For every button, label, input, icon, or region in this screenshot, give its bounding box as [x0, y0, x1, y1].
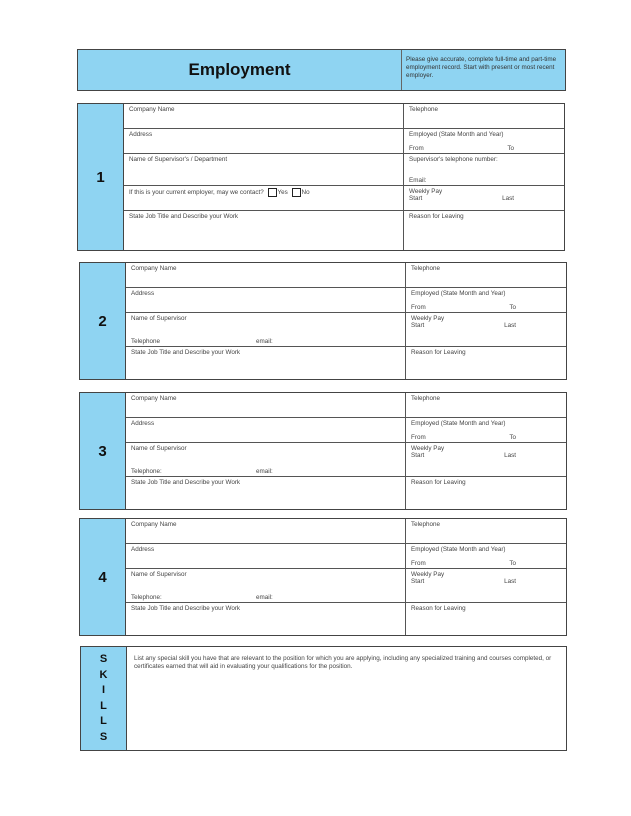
- skills-section: [80, 646, 567, 751]
- telephone-field[interactable]: [406, 393, 566, 418]
- skills-instructions[interactable]: List any special skill you have that are relevant to the position for which you are applying, including any specialized training and courses completed, or certificates earned that will aid in evaluating your qualifications for the position.: [134, 655, 552, 670]
- field-label: Telephone: [411, 265, 441, 272]
- field-label: Name of Supervisor: [131, 445, 187, 452]
- last-label: Last: [502, 195, 514, 202]
- field-label: Address: [131, 546, 155, 553]
- reason-for-leaving-field[interactable]: [406, 477, 566, 509]
- field-label: Reason for Leaving: [411, 349, 466, 356]
- email-label: email:: [256, 594, 273, 601]
- skills-letter: S: [99, 653, 108, 665]
- field-label: Name of Supervisor: [131, 315, 187, 322]
- employed-dates-field[interactable]: [406, 544, 566, 569]
- yes-checkbox[interactable]: [268, 188, 277, 197]
- address-field[interactable]: [126, 418, 405, 443]
- reason-for-leaving-field[interactable]: [406, 347, 566, 379]
- no-label: No: [301, 189, 310, 197]
- field-label: Company Name: [131, 521, 177, 528]
- company-name-field[interactable]: [124, 104, 403, 129]
- start-label: Start: [409, 195, 423, 202]
- field-label: Reason for Leaving: [409, 213, 464, 220]
- field-label: Company Name: [131, 395, 177, 402]
- field-label: Reason for Leaving: [411, 479, 466, 486]
- supervisor-field[interactable]: [126, 569, 405, 603]
- employed-dates-field[interactable]: [406, 418, 566, 443]
- field-label: State Job Title and Describe your Work: [131, 349, 241, 356]
- yes-label: Yes: [277, 189, 288, 197]
- page-title: Employment: [78, 50, 402, 90]
- skills-letter: L: [100, 715, 107, 727]
- skills-letter: S: [99, 730, 108, 743]
- email-label: email:: [256, 468, 273, 475]
- field-label: State Job Title and Describe your Work: [131, 605, 241, 612]
- field-label: Company Name: [129, 106, 175, 113]
- weekly-pay-field[interactable]: [404, 186, 564, 211]
- from-label: From: [411, 304, 426, 311]
- telephone-label: Telephone: [131, 338, 161, 345]
- block-number: 4: [80, 519, 126, 635]
- field-label: Employed (State Month and Year): [411, 546, 506, 553]
- field-label: Weekly Pay: [411, 445, 445, 452]
- field-label: Weekly Pay: [411, 571, 445, 578]
- to-label: To: [507, 145, 514, 152]
- address-field[interactable]: [126, 288, 405, 313]
- job-title-field[interactable]: [124, 211, 403, 250]
- from-label: From: [411, 434, 426, 441]
- employer-block-2: [79, 262, 567, 380]
- address-field[interactable]: [124, 129, 403, 154]
- job-title-field[interactable]: [126, 347, 405, 379]
- telephone-label: Telephone:: [131, 594, 162, 601]
- company-name-field[interactable]: [126, 519, 405, 544]
- last-label: Last: [504, 452, 516, 459]
- field-label: Supervisor's telephone number:: [409, 156, 498, 163]
- no-checkbox[interactable]: [292, 188, 301, 197]
- supervisor-field[interactable]: [126, 443, 405, 477]
- field-label: Employed (State Month and Year): [411, 420, 506, 427]
- to-label: To: [509, 304, 516, 311]
- block-number: 3: [80, 393, 126, 509]
- contact-permission-row: [124, 186, 403, 211]
- from-label: From: [409, 145, 424, 152]
- employer-block-1: [77, 103, 565, 251]
- job-title-field[interactable]: [126, 603, 405, 635]
- job-title-field[interactable]: [126, 477, 405, 509]
- header-instructions: Please give accurate, complete full-time and part-time employment record. Start with present or most recent employer.: [406, 56, 557, 79]
- email-label: email:: [256, 338, 273, 345]
- field-label: Name of Supervisor: [131, 571, 187, 578]
- weekly-pay-field[interactable]: [406, 569, 566, 603]
- employed-dates-field[interactable]: [404, 129, 564, 154]
- block-number: 1: [78, 104, 124, 250]
- company-name-field[interactable]: [126, 263, 405, 288]
- skills-letter: L: [100, 699, 107, 712]
- field-label: Telephone: [411, 395, 441, 402]
- start-label: Start: [411, 322, 425, 329]
- telephone-label: Telephone:: [131, 468, 162, 475]
- supervisor-field[interactable]: [126, 313, 405, 347]
- field-label: Employed (State Month and Year): [411, 290, 506, 297]
- field-label: Address: [129, 131, 153, 138]
- field-label: Name of Supervisor's / Department: [129, 156, 228, 163]
- field-label: Reason for Leaving: [411, 605, 466, 612]
- last-label: Last: [504, 322, 516, 329]
- field-label: Weekly Pay: [409, 188, 443, 195]
- block-number: 2: [80, 263, 126, 379]
- telephone-field[interactable]: [404, 104, 564, 129]
- employment-header: [77, 49, 566, 91]
- to-label: To: [509, 434, 516, 441]
- field-label: Telephone: [411, 521, 441, 528]
- field-label: Weekly Pay: [411, 315, 445, 322]
- company-name-field[interactable]: [126, 393, 405, 418]
- email-label: Email:: [409, 177, 427, 184]
- employer-block-3: [79, 392, 567, 510]
- from-label: From: [411, 560, 426, 567]
- field-label: Employed (State Month and Year): [409, 131, 504, 138]
- telephone-field[interactable]: [406, 263, 566, 288]
- address-field[interactable]: [126, 544, 405, 569]
- skills-letter: K: [99, 668, 108, 681]
- start-label: Start: [411, 578, 425, 585]
- employed-dates-field[interactable]: [406, 288, 566, 313]
- field-label: Address: [131, 290, 155, 297]
- skills-label: [81, 647, 127, 750]
- field-label: Telephone: [409, 106, 439, 113]
- supervisor-contact-field[interactable]: [404, 154, 564, 186]
- field-label: Address: [131, 420, 155, 427]
- to-label: To: [509, 560, 516, 567]
- supervisor-field[interactable]: [124, 154, 403, 186]
- weekly-pay-field[interactable]: [406, 443, 566, 477]
- telephone-field[interactable]: [406, 519, 566, 544]
- field-label: State Job Title and Describe your Work: [129, 213, 239, 220]
- field-label: Company Name: [131, 265, 177, 272]
- field-label: State Job Title and Describe your Work: [131, 479, 241, 486]
- employer-block-4: [79, 518, 567, 636]
- reason-for-leaving-field[interactable]: [404, 211, 564, 250]
- last-label: Last: [504, 578, 516, 585]
- skills-letter: I: [101, 684, 106, 696]
- reason-for-leaving-field[interactable]: [406, 603, 566, 635]
- weekly-pay-field[interactable]: [406, 313, 566, 347]
- field-label: If this is your current employer, may we contact?: [129, 189, 264, 197]
- start-label: Start: [411, 452, 425, 459]
